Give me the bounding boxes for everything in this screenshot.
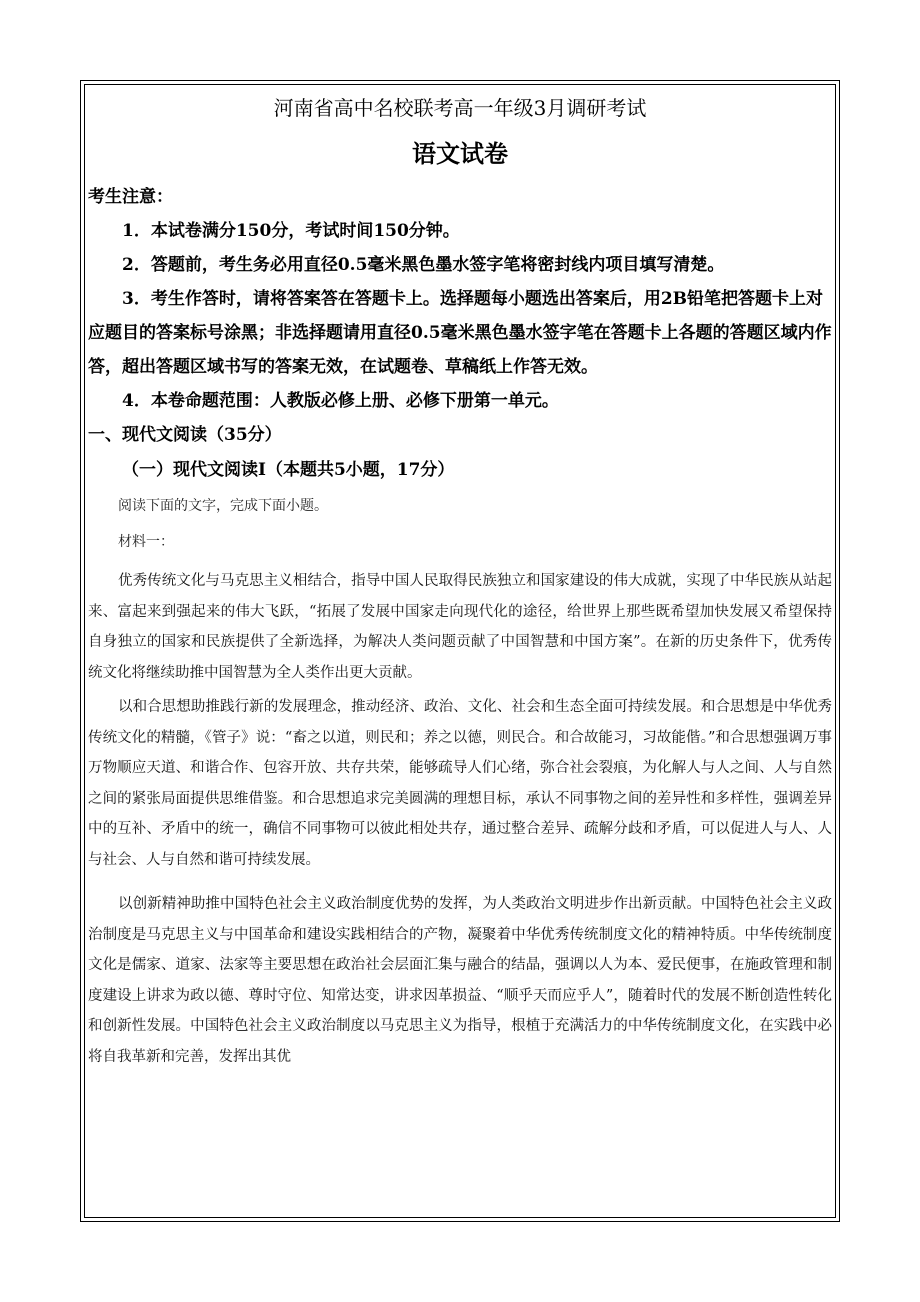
material-paragraph-3: 以创新精神助推中国特色社会主义政治制度优势的发挥，为人类政治文明进步作出新贡献。中国特色社会主义政治制度是马克思主义与中国革命和建设实践相结合的产物，凝聚着中华优秀传统制度文化的精神特质。中华传统制度文化是儒家、道家、法家等主要思想在政治社会层面汇集与融合的结晶，强调以人为本、爱民便事，在施政管理和制度建设上讲求为政以德、尊时守位、知常达变，讲求因革损益、“顺乎天而应乎人”，随着时代的发展不断创造性转化和创新性发展。中国特色社会主义政治制度以马克思主义为指导，根植于充满活力的中华传统制度文化，在实践中必将自我革新和完善，发挥出其优 [88, 896, 832, 1065]
notice-item-2: 2．答题前，考生务必用直径0.5毫米黑色墨水签字笔将密封线内项目填写清楚。 [122, 255, 725, 275]
material-paragraph-1: 优秀传统文化与马克思主义相结合，指导中国人民取得民族独立和国家建设的伟大成就，实现了中华民族从站起来、富起来到强起来的伟大飞跃，“拓展了发展中国家走向现代化的途径，给世界上那些既希望加快发展又希望保持自身独立的国家和民族提供了全新选择，为解决人类问题贡献了中国智慧和中国方案”。在新的历史条件下，优秀传统文化将继续助推中国智慧为全人类作出更大贡献。 [88, 573, 832, 681]
notice-item-3: 3．考生作答时，请将答案答在答题卡上。选择题每小题选出答案后，用2B铅笔把答题卡上对应题目的答案标号涂黑；非选择题请用直径0.5毫米黑色墨水签字笔在答题卡上各题的答题区域内作答，超出答题区域书写的答案无效，在试题卷、草稿纸上作答无效。 [88, 289, 832, 377]
material-label: 材料一： [118, 534, 174, 550]
notice-heading: 考生注意： [88, 187, 173, 207]
document-body [88, 92, 832, 1072]
exam-subject: 语文试卷 [412, 139, 508, 168]
material-paragraph-2: 以和合思想助推践行新的发展理念，推动经济、政治、文化、社会和生态全面可持续发展。和合思想是中华优秀传统文化的精髓，《管子》说：“畜之以道，则民和；养之以德，则民合。和合故能习，习故能偕。”和合思想强调万事万物顺应天道、和谐合作、包容开放、共存共荣，能够疏导人们心绪，弥合社会裂痕，为化解人与人之间、人与自然之间的紧张局面提供思维借鉴。和合思想追求完美圆满的理想目标，承认不同事物之间的差异性和多样性，强调差异中的互补、矛盾中的统一，确信不同事物可以彼此相处共存，通过整合差异、疏解分歧和矛盾，可以促进人与人、人与社会、人与自然和谐可持续发展。 [88, 699, 832, 868]
subsection-heading: （一）现代文阅读Ⅰ（本题共5小题，17分） [122, 460, 455, 480]
reading-instruction: 阅读下面的文字，完成下面小题。 [118, 498, 328, 514]
notice-item-4: 4．本卷命题范围：人教版必修上册、必修下册第一单元。 [122, 391, 559, 411]
exam-title: 河南省高中名校联考高一年级3月调研考试 [273, 96, 647, 120]
section-heading: 一、现代文阅读（35分） [88, 425, 282, 445]
notice-item-1: 1．本试卷满分150分，考试时间150分钟。 [122, 221, 460, 241]
